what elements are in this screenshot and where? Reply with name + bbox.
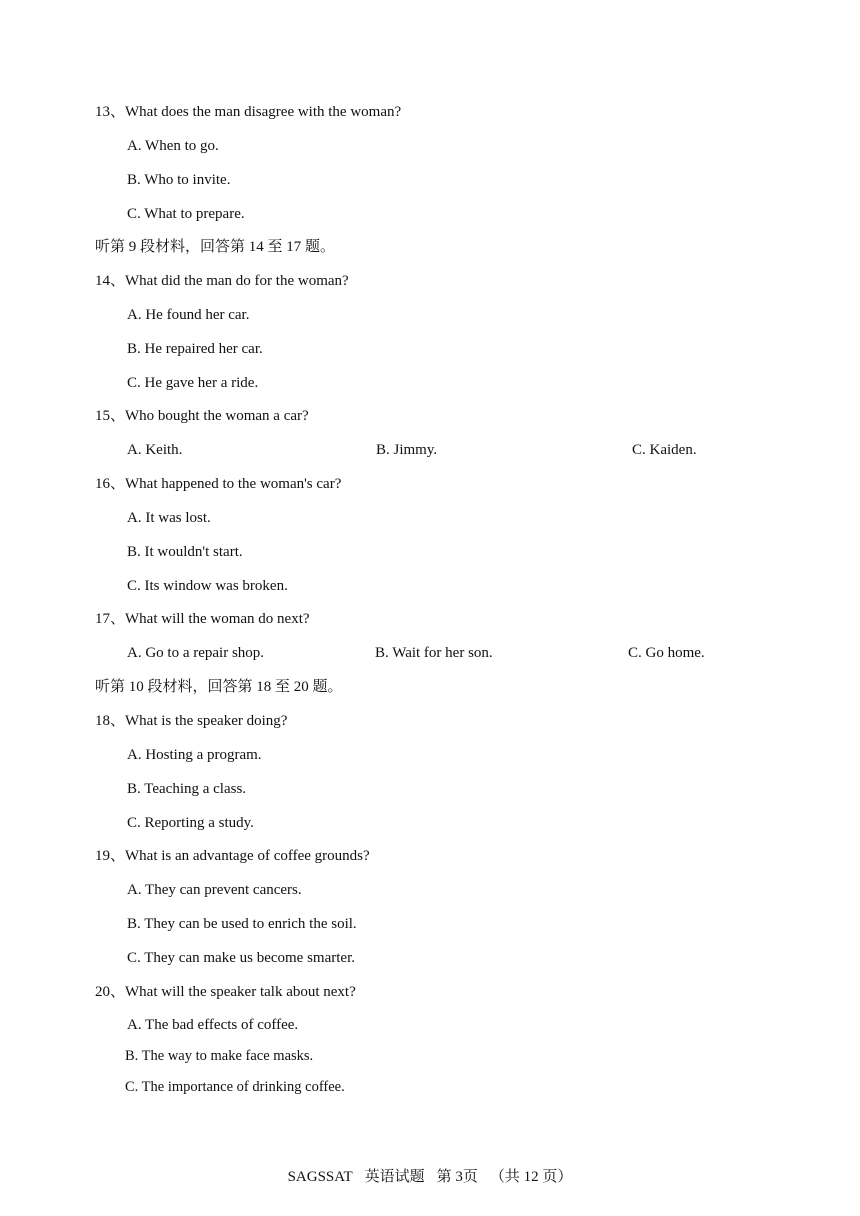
question-16-stem: 16、What happened to the woman's car? — [95, 476, 342, 492]
question-19-option-c: C. They can make us become smarter. — [127, 950, 355, 966]
question-13-option-b: B. Who to invite. — [127, 172, 231, 188]
question-18-stem: 18、What is the speaker doing? — [95, 713, 288, 729]
footer-page-number: 第 3页 — [436, 1169, 478, 1185]
question-17-option-a: A. Go to a repair shop. — [127, 645, 265, 661]
question-16-option-b: B. It wouldn't start. — [127, 544, 243, 560]
question-19-option-a: A. They can prevent cancers. — [127, 882, 302, 898]
question-19-stem: 19、What is an advantage of coffee grounds? — [95, 848, 370, 864]
footer-exam-name: SAGSSAT — [287, 1169, 353, 1185]
question-14-option-c: C. He gave her a ride. — [127, 375, 259, 391]
question-15-stem: 15、Who bought the woman a car? — [95, 408, 309, 424]
question-15-option-b: B. Jimmy. — [376, 442, 438, 458]
section-10-instruction: 听第 10 段材料，回答第 18 至 20 题。 — [95, 679, 343, 695]
question-18-option-b: B. Teaching a class. — [127, 781, 247, 797]
question-16-option-c: C. Its window was broken. — [127, 578, 288, 594]
question-20-option-a: A. The bad effects of coffee. — [127, 1017, 299, 1033]
page-footer — [0, 1168, 860, 1186]
question-19-option-b: B. They can be used to enrich the soil. — [127, 916, 357, 932]
question-17-option-b: B. Wait for her son. — [375, 645, 493, 661]
footer-total-pages: （共 12 页） — [489, 1169, 573, 1185]
question-17-option-c: C. Go home. — [628, 645, 705, 661]
question-14-option-b: B. He repaired her car. — [127, 341, 263, 357]
question-15-option-c: C. Kaiden. — [632, 442, 697, 458]
question-14-stem: 14、What did the man do for the woman? — [95, 273, 349, 289]
question-13-stem: 13、What does the man disagree with the woman? — [95, 104, 402, 120]
question-20-option-c: C. The importance of drinking coffee. — [125, 1079, 345, 1095]
question-15-option-a: A. Keith. — [127, 442, 183, 458]
footer-subject: 英语试题 — [364, 1169, 425, 1185]
question-18-option-c: C. Reporting a study. — [127, 815, 254, 831]
question-14-option-a: A. He found her car. — [127, 307, 250, 323]
question-16-option-a: A. It was lost. — [127, 510, 211, 526]
question-18-option-a: A. Hosting a program. — [127, 747, 262, 763]
question-17-stem: 17、What will the woman do next? — [95, 611, 310, 627]
question-20-option-b: B. The way to make face masks. — [125, 1048, 314, 1064]
question-20-stem: 20、What will the speaker talk about next? — [95, 984, 356, 1000]
question-13-option-c: C. What to prepare. — [127, 206, 245, 222]
question-13-option-a: A. When to go. — [127, 138, 219, 154]
section-9-instruction: 听第 9 段材料，回答第 14 至 17 题。 — [95, 239, 336, 255]
